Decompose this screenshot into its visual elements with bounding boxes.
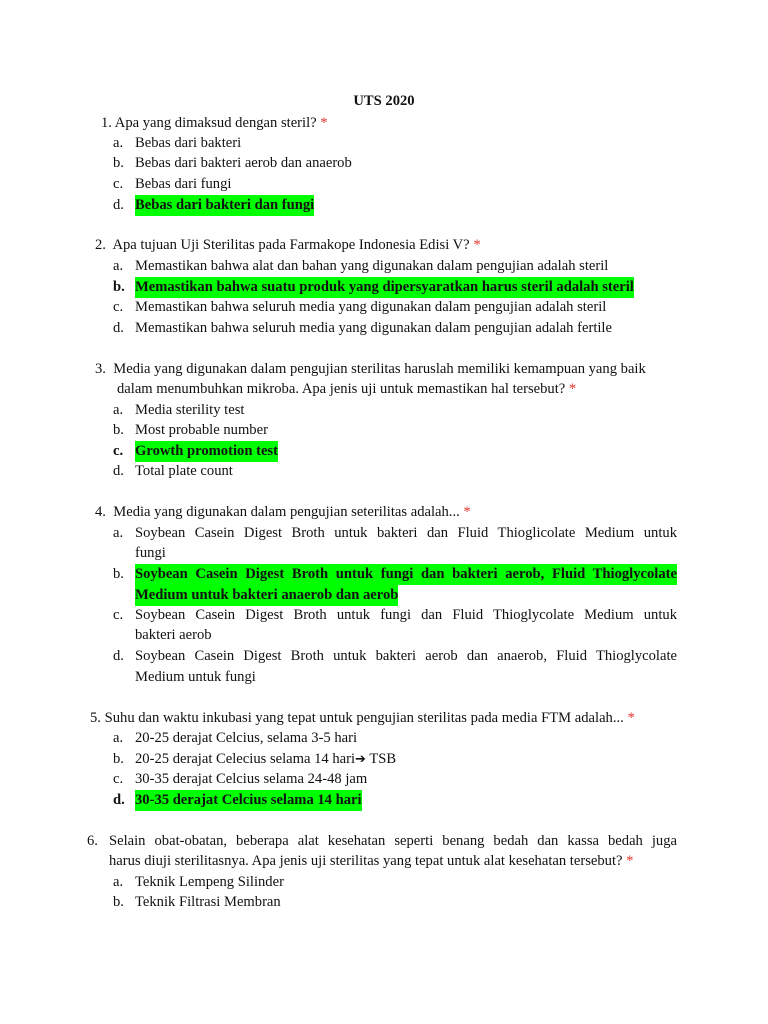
option-text: 20-25 derajat Celcius, selama 3-5 hari	[135, 730, 358, 746]
question-number: 2.	[95, 237, 106, 253]
option-text: 20-25 derajat Celecius selama 14 hari➔ TSB	[135, 751, 397, 767]
question-1	[101, 113, 328, 134]
question-text: Suhu dan waktu inkubasi yang tepat untuk pengujian sterilitas pada media FTM adalah...	[104, 710, 624, 726]
option-note: TSB	[369, 751, 397, 767]
question-number: 6.	[87, 833, 98, 849]
option-text: Soybean Casein Digest Broth untuk fungi dan Fluid Thioglycolate Medium untuk	[135, 607, 677, 623]
correct-answer-highlight: Memastikan bahwa suatu produk yang dipersyaratkan harus steril adalah steril	[135, 277, 634, 298]
required-mark: *	[627, 710, 635, 726]
correct-answer-highlight: Growth promotion test	[135, 441, 278, 462]
arrow-right-icon: ➔	[355, 752, 366, 767]
required-mark: *	[320, 115, 328, 131]
question-number: 5.	[90, 710, 101, 726]
required-mark: *	[473, 237, 481, 253]
correct-answer-highlight: Bebas dari bakteri dan fungi	[135, 195, 314, 216]
question-5	[90, 708, 635, 729]
option-4d-cont: Medium untuk fungi	[135, 669, 256, 685]
question-text: Apa tujuan Uji Sterilitas pada Farmakope Indonesia Edisi V?	[112, 237, 470, 253]
option-text: Bebas dari bakteri aerob dan anaerob	[135, 155, 352, 171]
option-text: Total plate count	[135, 463, 233, 479]
correct-answer-highlight-cont: Medium untuk bakteri anaerob dan aerob	[135, 585, 398, 606]
question-text-line-2: dalam menumbuhkan mikroba. Apa jenis uji untuk memastikan hal tersebut?	[117, 381, 566, 397]
question-number: 3.	[95, 361, 106, 377]
option-text: Teknik Filtrasi Membran	[135, 894, 281, 910]
option-text: Bebas dari fungi	[135, 176, 232, 192]
option-text: Bebas dari bakteri	[135, 135, 242, 151]
question-4	[95, 502, 471, 523]
option-text: Soybean Casein Digest Broth untuk bakteri aerob dan anaerob, Fluid Thioglycolate	[135, 648, 677, 664]
required-mark: *	[568, 381, 577, 397]
question-3-cont	[117, 379, 576, 400]
correct-answer-highlight: 30-35 derajat Celcius selama 14 hari	[135, 790, 362, 811]
option-text: 30-35 derajat Celcius selama 24-48 jam	[135, 771, 368, 787]
option-text: Teknik Lempeng Silinder	[135, 874, 284, 890]
required-mark: *	[626, 853, 634, 869]
question-text-line-1: Media yang digunakan dalam pengujian sterilitas haruslah memiliki kemampuan yang baik	[113, 361, 646, 377]
question-text-line-2: harus diuji sterilitasnya. Apa jenis uji sterilitas yang tepat untuk alat kesehatan tersebut?	[109, 853, 623, 869]
option-4c-cont: bakteri aerob	[135, 627, 212, 643]
question-text: Apa yang dimaksud dengan steril?	[114, 115, 317, 131]
required-mark: *	[463, 504, 471, 520]
option-text: Media sterility test	[135, 402, 245, 418]
question-number: 4.	[95, 504, 106, 520]
option-4a-cont: fungi	[135, 545, 166, 561]
option-text: Memastikan bahwa alat dan bahan yang digunakan dalam pengujian adalah steril	[135, 258, 609, 274]
option-text: Memastikan bahwa seluruh media yang digunakan dalam pengujian adalah steril	[135, 299, 607, 315]
document-title: UTS 2020	[353, 93, 415, 109]
question-6-cont	[109, 851, 633, 872]
option-text: Soybean Casein Digest Broth untuk bakteri dan Fluid Thioglicolate Medium untuk	[135, 525, 677, 541]
question-text: Media yang digunakan dalam pengujian seterilitas adalah...	[113, 504, 460, 520]
question-3	[95, 359, 646, 380]
option-text: Memastikan bahwa seluruh media yang digunakan dalam pengujian adalah fertile	[135, 320, 612, 336]
option-text: Most probable number	[135, 422, 268, 438]
correct-answer-highlight: Soybean Casein Digest Broth untuk fungi dan bakteri aerob, Fluid Thioglycolate	[135, 564, 677, 585]
document-page: UTS 2020 1. Apa yang dimaksud dengan steril? * a. Bebas dari bakteri b. Bebas dari bakteri aerob dan anaerob c. Bebas dari fungi d. Bebas dari bakteri dan fungi 2. Apa tujuan Uji Sterilitas pada Farmakope Indonesia Edisi V? * a. Memastikan bahwa alat dan bahan yang digunakan dalam pengujian adalah steril b. Memastikan bahwa suatu produk yang dipersyaratkan harus steril adalah steril c. Memastikan bahwa seluruh media yang digunakan dalam pengujian adalah steril d. Memastikan bahwa seluruh media yang digunakan dalam pengujian adalah fertile 3. Media yang digunakan dalam pengujian sterilitas haruslah memiliki kemampuan yang baik dalam menumbuhkan mikroba. Apa jenis uji untuk memastikan hal tersebut? * a. Media sterility test b. Most probable number c. Growth promotion test d. Total plate count 4. Media yang digunakan dalam pengujian seterilitas adalah... * a. Soybean Casein Digest Broth untuk bakteri dan Fluid Thioglicolate Medium untuk fungi b. Soybean Casein Digest Broth untuk fungi dan bakteri aerob, Fluid Thioglycolate Medium untuk bakteri anaerob dan aerob c. Soybean Casein Digest Broth untuk fungi dan Fluid Thioglycolate Medium untuk bakteri aerob d. Soybean Casein Digest Broth untuk bakteri aerob dan anaerob, Fluid Thioglycolate Medium untuk fungi 5. Suhu dan waktu inkubasi yang tepat untuk pengujian sterilitas pada media FTM adalah... * a. 20-25 derajat Celcius, selama 3-5 hari b. 20-25 derajat Celecius selama 14 hari➔ TSB c. 30-35 derajat Celcius selama 24-48 jam d. 30-35 derajat Celcius selama 14 hari 6. Selain obat-obatan, beberapa alat kesehatan seperti benang bedah dan kassa bedah juga harus diuji sterilitasnya. Apa jenis uji sterilitas yang tepat untuk alat kesehatan tersebut? * a. Teknik Lempeng Silinder b. Teknik Filtrasi Membran	[0, 0, 768, 1024]
question-text-line-1: Selain obat-obatan, beberapa alat kesehatan seperti benang bedah dan kassa bedah juga	[109, 833, 677, 849]
question-number: 1.	[101, 115, 112, 131]
question-2	[95, 235, 481, 256]
